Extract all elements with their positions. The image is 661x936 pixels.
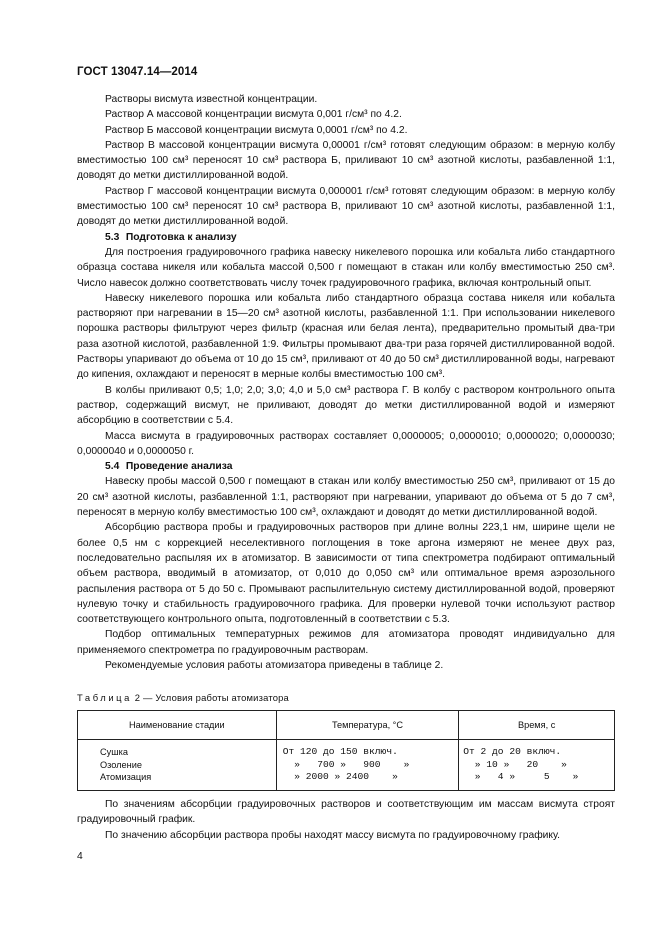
paragraph: Подбор оптимальных температурных режимов для атомизатора проводят индивидуально для применяемого спектрометра по градуировочным растворам. <box>77 629 615 656</box>
section-heading-5-3 <box>77 230 615 245</box>
paragraph: В колбы приливают 0,5; 1,0; 2,0; 3,0; 4,0 и 5,0 см³ раствора Г. В колбу с раствором контрольного опыта раствор, содержащий висмут, не приливают, доводят до метки дистиллированной водой и измеряют абсорбцию в соответствии с 5.4. <box>77 384 615 427</box>
paragraph: Навеску пробы массой 0,500 г помещают в стакан или колбу вместимостью 250 см³, приливают от 15 до 20 см³ азотной кислоты, разбавленной 1:1, растворяют при нагревании, упаривают до объема от 5 до 7 см³, переносят в мерную колбу вместимостью 100 см³, охлаждают и доводят до метки дистиллированной водой. <box>77 476 615 519</box>
table-header-row <box>78 711 615 740</box>
page-number: 4 <box>77 851 83 862</box>
table-caption-word: Таблица <box>77 692 132 703</box>
paragraph: Рекомендуемые условия работы атомизатора приведены в таблице 2. <box>105 659 444 671</box>
paragraph: Раствор В массовой концентрации висмута 0,00001 г/см³ готовят следующим образом: в мерную колбу вместимостью 100 см³ переносят 10 см³ раствора Б, приливают 10 см³ азотной кислоты, разбавленной 1:1, доводят до метки дистиллированной водой. <box>77 139 615 182</box>
document-body-after-table <box>77 797 615 843</box>
table-caption <box>77 692 289 703</box>
paragraph: Масса висмута в градуировочных растворах составляет 0,0000005; 0,0000010; 0,0000020; 0,0000030; 0,0000040 и 0,0000050 г. <box>77 430 615 457</box>
table-row <box>78 740 615 791</box>
document-header: ГОСТ 13047.14—2014 <box>77 66 198 78</box>
paragraph: Для построения градуировочного графика навеску никелевого порошка или кобальта либо стандартного образца состава никеля или кобальта массой 0,500 г помещают в стакан или колбу вместимостью 250 см³. Число навесок должно соответствовать числу точек градуировочного графика, включая контрольный опыт. <box>77 246 615 289</box>
section-title: Проведение анализа <box>125 461 233 473</box>
header-time: Время, с <box>459 711 615 740</box>
header-temperature: Температура, °С <box>276 711 459 740</box>
paragraph: Раствор А массовой концентрации висмута 0,001 г/см³ по 4.2. <box>105 109 402 121</box>
cell-temperatures: От 120 до 150 включ. » 700 » 900 » » 2000 » 2400 » <box>276 740 459 791</box>
document-body <box>77 92 615 673</box>
paragraph: Навеску никелевого порошка или кобальта либо стандартного образца состава никеля или кобальта растворяют при нагревании в 15—20 см³ азотной кислоты, разбавленной 1:1. При использовании никелевого порошка растворы фильтруют через фильтр (красная или белая лента), предварительно промытый два-три раза азотной кислотой, разбавленной 1:9. Фильтры промывают два-три раза горячей дистиллированной водой. Растворы упаривают до объема от 10 до 15 см³, приливают от 40 до 50 см³ дистиллированной воды, нагревают до кипения, охлаждают и переносят в мерные колбы вместимостью 100 см³. <box>77 292 615 381</box>
table-caption-text: 2 — Условия работы атомизатора <box>134 692 289 703</box>
section-title: Подготовка к анализу <box>125 231 237 243</box>
paragraph: Абсорбцию раствора пробы и градуировочных растворов при длине волны 223,1 нм, ширине щели не более 0,5 нм с коррекцией неселективного поглощения в токе аргона измеряют не менее двух раз, последовательно распыляя их в атомизатор. В зависимости от типа спектрометра подбирают оптимальный объем раствора, вводимый в атомизатор, от 0,010 до 0,050 см³ или оптимальное время аэрозольного распыления раствора от 5 до 50 с. Промывают распылительную систему дистиллированной водой, проверяют нулевую точку и стабильность градуировочного графика. Для проверки нулевой точки используют раствор соответствующего контрольного опыта, подготовленный в соответствии с 5.3. <box>77 522 615 626</box>
section-number: 5.4 <box>105 461 120 473</box>
section-number: 5.3 <box>105 231 120 243</box>
paragraph: По значениям абсорбции градуировочных растворов и соответствующим им массам висмута строят градуировочный график. <box>77 799 615 826</box>
paragraph: По значению абсорбции раствора пробы находят массу висмута по градуировочному графику. <box>105 829 561 841</box>
section-heading-5-4 <box>77 459 615 474</box>
paragraph: Раствор Г массовой концентрации висмута 0,000001 г/см³ готовят следующим образом: в мерную колбу вместимостью 100 см³ переносят 10 см³ раствора В, приливают 10 см³ азотной кислоты, разбавленной 1:1, доводят до метки дистиллированной водой. <box>77 185 615 228</box>
paragraph: Растворы висмута известной концентрации. <box>105 94 318 105</box>
paragraph: Раствор Б массовой концентрации висмута 0,0001 г/см³ по 4.2. <box>105 124 408 136</box>
atomizer-conditions-table <box>77 710 615 791</box>
header-stage: Наименование стадии <box>78 711 277 740</box>
cell-stages: Сушка Озоление Атомизация <box>78 740 277 791</box>
cell-times: От 2 до 20 включ. » 10 » 20 » » 4 » 5 » <box>459 740 615 791</box>
